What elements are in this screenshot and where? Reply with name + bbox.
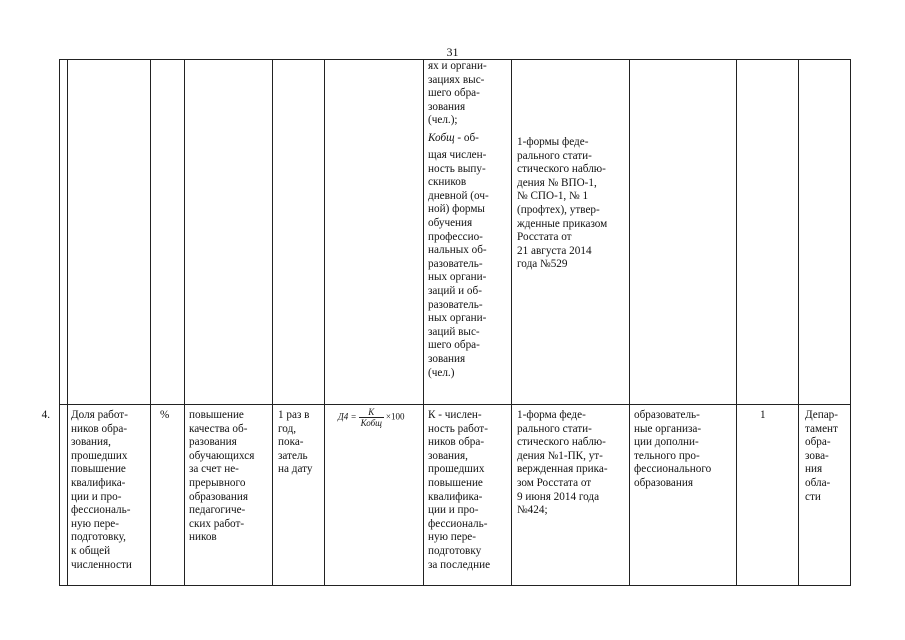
page-number: 31 bbox=[446, 45, 459, 59]
column-divider bbox=[150, 60, 151, 585]
data-source: 1-форма феде- рального стати- стического наблю- дения №1-ПК, ут- вержденная прика- зом Росстата от 9 июня 2014 года №424; bbox=[517, 409, 608, 517]
column-divider bbox=[423, 60, 424, 585]
column-divider bbox=[324, 60, 325, 585]
formula-variables-continued: ях и органи- зациях выс- шего обра- зования (чел.); bbox=[428, 60, 487, 127]
column-divider bbox=[629, 60, 630, 585]
indicator-name: Доля работ- ников обра- зования, прошедших повышение квалифика- ции и про- фессиональ- ную пере- подготовку, к общей численности bbox=[71, 409, 132, 571]
column-divider bbox=[184, 60, 185, 585]
row-divider bbox=[60, 404, 850, 405]
kobsh-symbol: Кобщ bbox=[428, 132, 455, 144]
column-divider bbox=[736, 60, 737, 585]
column-divider bbox=[798, 60, 799, 585]
responsible-department: Депар- тамент обра- зова- ния обла- сти bbox=[805, 409, 839, 503]
indicator-table bbox=[41, 59, 851, 586]
formula-numerator: К bbox=[359, 407, 384, 418]
frequency: 1 раз в год, пока- затель на дату bbox=[278, 409, 313, 476]
formula-denominator: Кобщ bbox=[360, 418, 382, 428]
column-divider bbox=[272, 60, 273, 585]
responsible-organizations: образователь- ные организа- ции дополни- тельного про- фессионального образования bbox=[634, 409, 712, 489]
formula-lhs: Д4 = bbox=[338, 411, 357, 422]
column-divider bbox=[511, 60, 512, 585]
column-divider bbox=[67, 60, 68, 585]
indicator-description: повышение качества об- разования обучающихся за счет не- прерывного образования педагогиче- ских работ- ников bbox=[189, 409, 255, 544]
data-source-continued: 1-формы феде- рального стати- стического наблю- дения № ВПО-1, № СПО-1, № 1 (профтех), утвер- жденные приказом Росстата от 21 августа 2014 года №529 bbox=[517, 136, 608, 271]
kobsh-description: щая числен- ность выпу- скников дневной (оч- ной) формы обучения профессио- нальных об- разователь- ных органи- заций и об- разователь- ных органи- заций выс- шего обра- зования (чел.) bbox=[428, 149, 489, 379]
row-number: 4. bbox=[41, 409, 50, 421]
formula bbox=[338, 407, 404, 428]
kobsh-definition bbox=[428, 132, 479, 146]
target-value: 1 bbox=[760, 409, 766, 421]
unit: % bbox=[160, 409, 170, 421]
formula-fraction bbox=[359, 407, 384, 428]
formula-variables: К - числен- ность работ- ников обра- зования, прошедших повышение квалифика- ции и про- фессиональ- ную пере- подготовку за последние bbox=[428, 409, 491, 571]
formula-multiplier: ×100 bbox=[385, 411, 405, 422]
kobsh-desc-first: - об- bbox=[454, 132, 479, 144]
